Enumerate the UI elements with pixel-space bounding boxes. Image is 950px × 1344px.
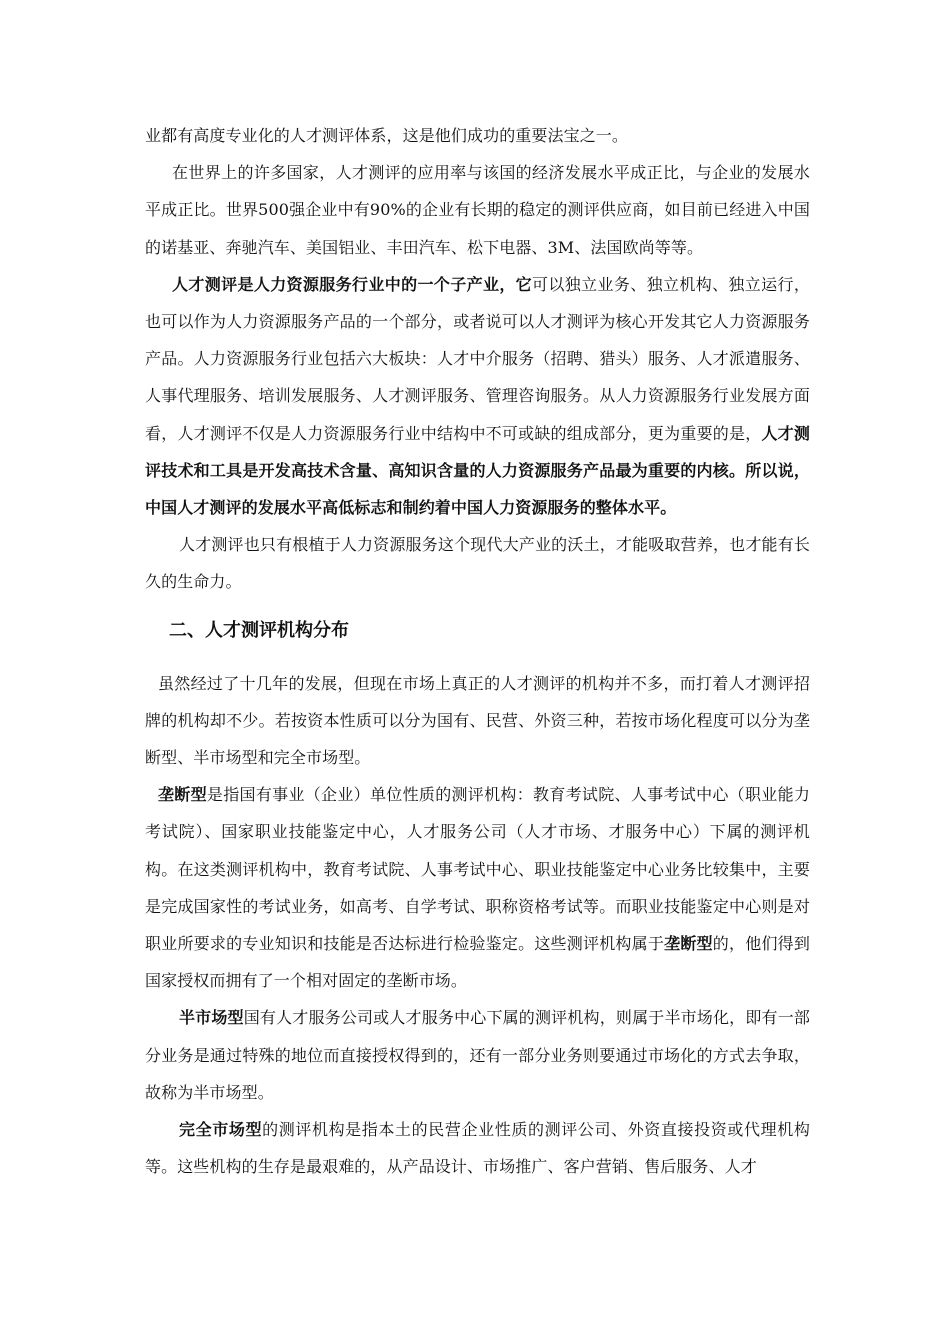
paragraph-2 — [145, 154, 810, 266]
paragraph-2-text: 在世界上的许多国家，人才测评的应用率与该国的经济发展水平成正比，与企业的发展水平成正比。世界500强企业中有90%的企业有长期的稳定的测评供应商，如目前已经进入中国的诺基亚、奔驰汽车、美国铝业、丰田汽车、松下电器、3M、法国欧尚等等。 — [145, 163, 810, 257]
paragraph-8-text: 的测评机构是指本土的民营企业性质的测评公司、外资直接投资或代理机构等。这些机构的生存是最艰难的，从产品设计、市场推广、客户营销、售后服务、人才 — [145, 1120, 810, 1177]
paragraph-3-bold-lead: 人才测评是人力资源服务行业中的一个子产业，它 — [172, 274, 533, 294]
paragraph-6-bold: 垄断型 — [158, 785, 207, 805]
paragraph-6-text: 是指国有事业（企业）单位性质的测评机构：教育考试院、人事考试中心（职业能力考试院）、国家职业技能鉴定中心，人才服务公司（人才市场、才服务中心）下属的测评机构。在这类测评机构中，教育考试院、人事考试中心、职业技能鉴定中心业务比较集中，主要是完成国家性的考试业务，如高考、自学考试、职称资格考试等。而职业技能鉴定中心则是对职业所要求的专业知识和技能是否达标进行检验鉴定。这些测评机构属于 — [145, 785, 810, 954]
paragraph-8 — [145, 1111, 810, 1185]
paragraph-1-text: 业都有高度专业化的人才测评体系，这是他们成功的重要法宝之一。 — [145, 126, 629, 145]
paragraph-4 — [145, 526, 810, 600]
paragraph-7-bold: 半市场型 — [179, 1008, 244, 1028]
paragraph-5 — [145, 665, 810, 777]
section-heading: 二、人才测评机构分布 — [169, 619, 349, 641]
paragraph-3 — [145, 266, 810, 526]
text-column — [145, 117, 810, 1185]
paragraph-7 — [145, 999, 810, 1111]
paragraph-1 — [145, 117, 810, 154]
paragraph-3-text: 可以独立业务、独立机构、独立运行，也可以作为人力资源服务产品的一个部分，或者说可以人才测评为核心开发其它人力资源服务产品。人力资源服务行业包括六大板块：人才中介服务（招聘、猎头）服务、人才派遣服务、人事代理服务、培训发展服务、人才测评服务、管理咨询服务。从人力资源服务行业发展方面看，人才测评不仅是人力资源服务行业中结构中不可或缺的组成部分，更为重要的是， — [145, 274, 810, 443]
paragraph-6-text-2: 的，他们得到国家授权而拥有了一个相对固定的垄断市场。 — [145, 934, 810, 991]
paragraph-7-text: 国有人才服务公司或人才服务中心下属的测评机构，则属于半市场化，即有一部分业务是通过特殊的地位而直接授权得到的，还有一部分业务则要通过市场化的方式去争取，故称为半市场型。 — [145, 1008, 810, 1102]
paragraph-5-text: 虽然经过了十几年的发展，但现在市场上真正的人才测评的机构并不多，而打着人才测评招牌的机构却不少。若按资本性质可以分为国有、民营、外资三种，若按市场化程度可以分为垄断型、半市场型和完全市场型。 — [145, 673, 810, 768]
paragraph-6-bold-2: 垄断型 — [664, 934, 713, 954]
paragraph-6 — [145, 776, 810, 999]
paragraph-4-text: 人才测评也只有根植于人力资源服务这个现代大产业的沃土，才能吸取营养，也才能有长久的生命力。 — [145, 535, 810, 592]
paragraph-8-bold: 完全市场型 — [179, 1120, 263, 1140]
paragraph-3-bold-end: 人才测评技术和工具是开发高技术含量、高知识含量的人力资源服务产品最为重要的内核。所以说，中国人才测评的发展水平高低标志和制约着中国人力资源服务的整体水平。 — [145, 423, 810, 518]
